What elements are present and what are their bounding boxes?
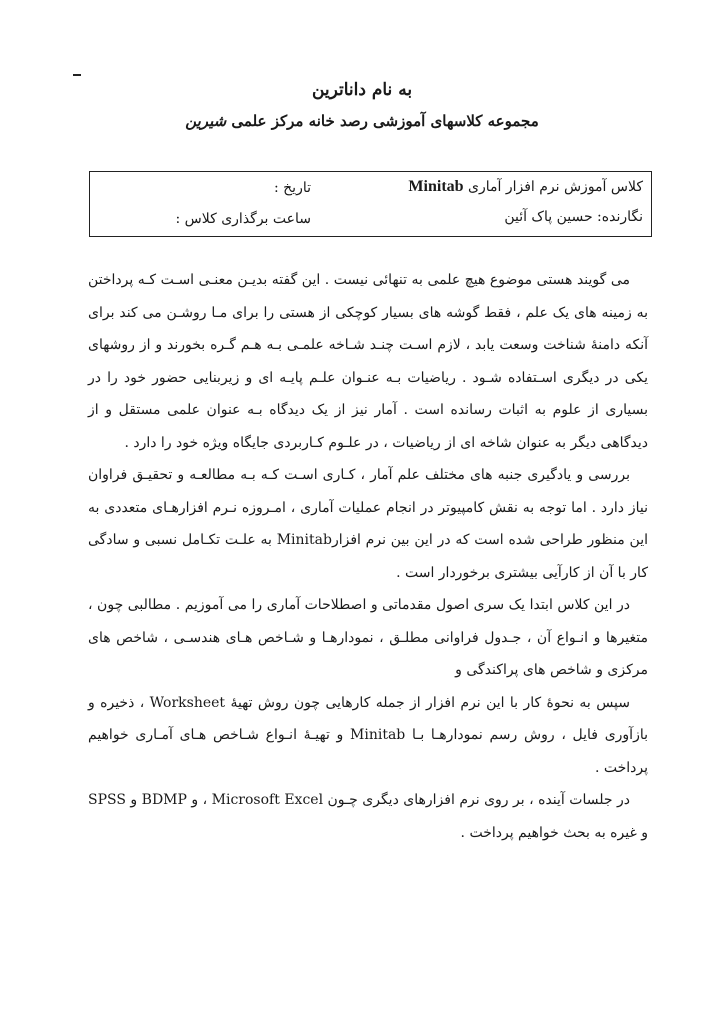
class-title-line — [408, 178, 643, 196]
page-title: به نام داناترین — [311, 80, 413, 100]
paragraph: در این کلاس ابتدا یک سری اصول مقدماتی و اصطلاحات آماری را می آموزیم . مطالبی چون ، متغیرها و انـواع آن ، جـدول فراوانی مطلـق ، نمودارهـا و شـاخص هـای هندسـی ، شاخص های مرکزی و شاخص های پراکندگی و — [88, 597, 648, 678]
page-subtitle — [0, 112, 724, 130]
paragraph: بررسی و یادگیری جنبه های مختلف علم آمار ، کـاری اسـت کـه بـه مطالعـه و تحقیـق فراوان نیاز دارد . اما توجه به نقش کامپیوتر در انجام عملیات آماری ، امـروزه نـرم افزارهـای متعددی به این منظور طراحی شده است که در این بین نرم افزارMinitab به علـت تکـامل نسبی و سادگی کار با آن از کارآیی بیشتری برخوردار است . — [88, 467, 648, 581]
scan-mark — [73, 74, 81, 76]
subtitle-brand: شیرین — [185, 112, 227, 130]
paragraph: می گویند هستی موضوع هیچ علمی به تنهائی نیست . این گفته بدیـن معنـی اسـت کـه پرداختن به زمینه های یک علم ، فقط گوشه های بسیار کوچکی از هستی را برای مـا روشـن می کند برای آنکه دامنهٔ شناخت وسعت یابد ، لازم اسـت چنـد شـاخه علمـی بـه هـم گـره بخورند و از روشهای یکی در دیگری اسـتفاده شـود . ریاضیات بـه عنـوان علـم پایـه ای و زیربنایی حضور خود را در بسیاری از علوم به اثبات رسانده است . آمار نیز از یک دیدگاه بـه عنوان علمی مستقل و از دیدگاهی دیگر به عنوان شاخه ای از ریاضیات ، در علـوم کـاربردی جایگاه ویژه خود را دارد . — [88, 272, 648, 451]
date-label: تاریخ : — [273, 180, 311, 196]
author-line: نگارنده: حسین پاک آئین — [504, 209, 643, 225]
subtitle-text: مجموعه کلاسهای آموزشی رصد خانه مرکز علمی — [231, 112, 539, 130]
paragraph: در جلسات آینده ، بر روی نرم افزارهای دیگری چـون Microsoft Excel ، و BDMP و SPSS و غیره به بحث خواهیم پرداخت . — [88, 792, 648, 841]
paragraph: سپس به نحوهٔ کار با این نرم افزار از جمله کارهایی چون روش تهیهٔ Worksheet ، ذخیره و بازآوری فایل ، روش رسم نمودارهـا بـا Minitab و تهیـهٔ انـواع شـاخص هـای آمـاری خواهیم پرداخت . — [88, 694, 648, 776]
class-software-name: Minitab — [408, 178, 464, 195]
body-text — [88, 264, 648, 849]
class-info-box — [89, 171, 652, 237]
class-time-label: ساعت برگذاری کلاس : — [175, 211, 311, 227]
class-label: کلاس آموزش نرم افزار آماری — [468, 179, 643, 195]
